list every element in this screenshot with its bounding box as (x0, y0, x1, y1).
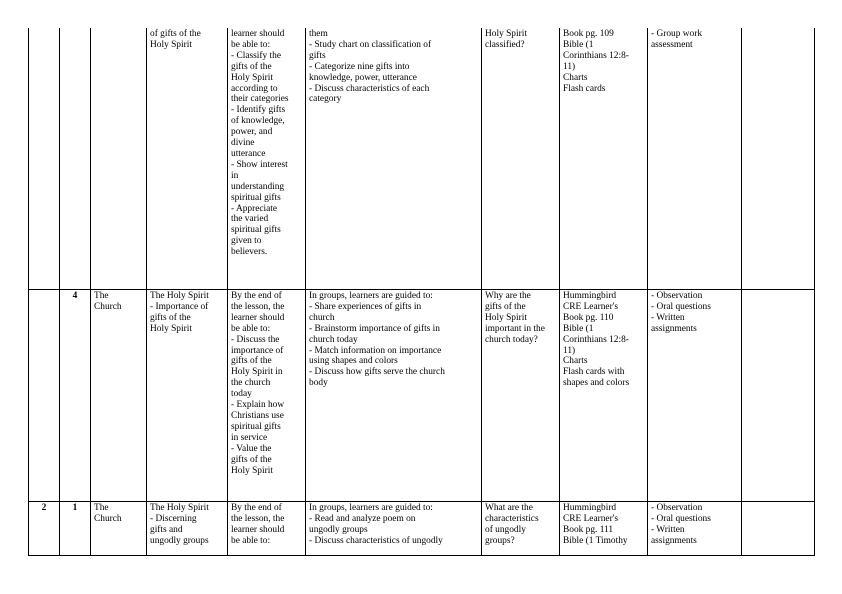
table-row (29, 28, 815, 290)
cell-line: be able to: (231, 323, 271, 334)
cell-line: Holy Spirit (231, 72, 273, 83)
cell-line: in service (231, 432, 268, 443)
cell-line: Holy Spirit (150, 39, 192, 50)
cell-line: gifts of the (231, 61, 272, 72)
cell-line: - Importance of (150, 301, 209, 312)
cell-line: today (231, 389, 252, 400)
cell-line: Bible (1 (563, 323, 594, 334)
cell-line: The Holy Spirit (150, 503, 209, 513)
cell-line: - Read and analyze poem on (309, 513, 416, 524)
cell-line: power, and (231, 127, 273, 138)
lesson-cell (60, 28, 91, 290)
sub-strand-cell (147, 28, 228, 290)
cell-line: the lesson, the (231, 513, 285, 524)
cell-line: utterance (231, 148, 266, 159)
cell-line: body (309, 378, 328, 389)
cell-line: according to (231, 83, 278, 94)
cell-line: Holy Spirit (485, 29, 527, 39)
cell-line: gifts (309, 50, 326, 61)
learning-experiences-cell (306, 502, 482, 556)
cell-line: assignments (651, 323, 697, 334)
cell-line: of knowledge, (231, 116, 285, 127)
cell-line: their categories (231, 94, 289, 105)
cell-line: gifts of the (150, 312, 191, 323)
cell-line: gifts of the (231, 454, 272, 465)
cell-line: groups? (485, 535, 515, 546)
remarks-cell (742, 290, 815, 502)
cell-line: Book pg. 109 (563, 29, 614, 39)
cell-line: learner should (231, 524, 285, 535)
cell-line: Hummingbird (563, 503, 617, 513)
cell-line: Holy Spirit in (231, 367, 283, 378)
cell-line: of gifts of the (150, 29, 201, 39)
cell-line: gifts of the (485, 301, 526, 312)
cell-line: Church (94, 301, 122, 312)
sub-strand-cell (147, 290, 228, 502)
week-cell (29, 28, 60, 290)
cell-line: Holy Spirit (231, 465, 273, 476)
learning-resources-cell (560, 290, 648, 502)
key-inquiry-cell (482, 28, 560, 290)
remarks-cell (742, 28, 815, 290)
remarks-cell (742, 502, 815, 556)
cell-line: Holy Spirit (150, 323, 192, 334)
cell-line: - Categorize nine gifts into (309, 61, 410, 72)
cell-line: In groups, learners are guided to: (309, 291, 433, 301)
cell-line: 11) (563, 61, 576, 72)
cell-line: learner should (231, 312, 285, 323)
cell-line: In groups, learners are guided to: (309, 503, 433, 513)
cell-line: knowledge, power, utterance (309, 72, 417, 83)
cell-line: What are the (485, 503, 533, 513)
cell-line: learner should (231, 29, 285, 39)
cell-line: - Written (651, 524, 685, 535)
cell-line: - Match information on importance (309, 345, 442, 356)
cell-line: - Explain how (231, 400, 285, 411)
cell-line: Bible (1 Timothy (563, 535, 628, 546)
cell-line: 11) (563, 345, 576, 356)
cell-line: church (309, 312, 335, 323)
cell-line: The (94, 503, 109, 513)
learning-experiences-cell (306, 28, 482, 290)
key-inquiry-cell (482, 502, 560, 556)
cell-line: - Discerning (150, 513, 197, 524)
cell-line: divine (231, 138, 255, 149)
cell-line: the church (231, 378, 271, 389)
cell-line: CRE Learner's (563, 513, 619, 524)
cell-line: - Oral questions (651, 301, 711, 312)
cell-line: gifts and (150, 524, 183, 535)
cell-line: spiritual gifts (231, 192, 281, 203)
cell-line: By the end of (231, 503, 282, 513)
cell-line: importance of (231, 345, 284, 356)
cell-line: of ungodly (485, 524, 526, 535)
cell-line: be able to: (231, 39, 271, 50)
cell-line: ungodly groups (150, 535, 209, 546)
learning-resources-cell (560, 28, 648, 290)
cell-line: classified? (485, 39, 525, 50)
cell-line: Holy Spirit (485, 312, 527, 323)
lesson-cell: 1 (60, 502, 91, 556)
cell-line: Christians use (231, 410, 284, 421)
cell-line: assessment (651, 39, 693, 50)
sub-strand-cell (147, 502, 228, 556)
strand-cell (91, 28, 147, 290)
cell-line: The (94, 291, 109, 301)
cell-line: shapes and colors (563, 378, 630, 389)
learning-outcomes-cell (228, 290, 306, 502)
scheme-of-work-page (28, 28, 814, 556)
table-row (29, 290, 815, 502)
cell-line: By the end of (231, 291, 282, 301)
cell-line: given to (231, 236, 262, 247)
learning-outcomes-cell (228, 28, 306, 290)
cell-line: - Study chart on classification of (309, 39, 432, 50)
cell-line: believers. (231, 247, 268, 258)
cell-line: The Holy Spirit (150, 291, 209, 301)
cell-line: - Discuss characteristics of ungodly (309, 535, 443, 546)
week-cell: 2 (29, 502, 60, 556)
cell-line: characteristics (485, 513, 539, 524)
cell-line: be able to: (231, 535, 271, 546)
cell-line: - Discuss how gifts serve the church (309, 367, 445, 378)
cell-line: Why are the (485, 291, 531, 301)
cell-line: - Value the (231, 443, 272, 454)
cell-line: Bible (1 (563, 39, 594, 50)
cell-line: Hummingbird (563, 291, 617, 301)
cell-line: the varied (231, 214, 269, 225)
cell-line: understanding (231, 181, 285, 192)
key-inquiry-cell (482, 290, 560, 502)
cell-line: - Show interest (231, 159, 288, 170)
lesson-cell: 4 (60, 290, 91, 502)
cell-line: them (309, 29, 328, 39)
assessment-cell (648, 28, 742, 290)
learning-resources-cell (560, 502, 648, 556)
cell-line: important in the (485, 323, 545, 334)
cell-line: church today? (485, 334, 538, 345)
cell-line: Book pg. 111 (563, 524, 614, 535)
assessment-cell (648, 502, 742, 556)
cell-line: - Discuss the (231, 334, 280, 345)
cell-line: - Observation (651, 503, 703, 513)
cell-line: using shapes and colors (309, 356, 398, 367)
strand-cell (91, 502, 147, 556)
cell-line: - Group work (651, 29, 703, 39)
cell-line: - Appreciate (231, 203, 278, 214)
cell-line: Corinthians 12:8- (563, 50, 629, 61)
cell-line: spiritual gifts (231, 225, 281, 236)
cell-line: Flash cards with (563, 367, 625, 378)
strand-cell (91, 290, 147, 502)
cell-line: assignments (651, 535, 697, 546)
cell-line: in (231, 170, 239, 181)
cell-line: Flash cards (563, 83, 606, 94)
cell-line: ungodly groups (309, 524, 368, 535)
cell-line: - Brainstorm importance of gifts in (309, 323, 440, 334)
cell-line: - Discuss characteristics of each (309, 83, 430, 94)
cell-line: Charts (563, 356, 588, 367)
scheme-of-work-table (28, 28, 815, 556)
cell-line: - Observation (651, 291, 703, 301)
cell-line: gifts of the (231, 356, 272, 367)
cell-line: - Written (651, 312, 685, 323)
table-body (29, 28, 815, 556)
cell-line: - Oral questions (651, 513, 711, 524)
cell-line: Book pg. 110 (563, 312, 614, 323)
cell-line: - Share experiences of gifts in (309, 301, 422, 312)
cell-line: spiritual gifts (231, 421, 281, 432)
cell-line: Charts (563, 72, 588, 83)
assessment-cell (648, 290, 742, 502)
cell-line: Church (94, 513, 122, 524)
cell-line: - Classify the (231, 50, 281, 61)
cell-line: church today (309, 334, 358, 345)
cell-line: the lesson, the (231, 301, 285, 312)
cell-line: category (309, 94, 342, 105)
cell-line: Corinthians 12:8- (563, 334, 629, 345)
cell-line: CRE Learner's (563, 301, 619, 312)
learning-experiences-cell (306, 290, 482, 502)
table-row (29, 502, 815, 556)
learning-outcomes-cell (228, 502, 306, 556)
week-cell (29, 290, 60, 502)
cell-line: - Identify gifts (231, 105, 286, 116)
